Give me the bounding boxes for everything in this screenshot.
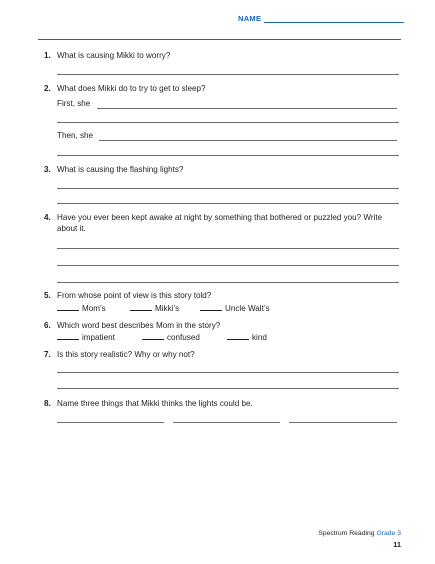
answer-line[interactable] [57,422,164,423]
answer-line[interactable] [57,203,399,204]
question-number: 4. [44,213,51,222]
name-field[interactable] [238,14,404,23]
answer-line[interactable] [173,422,280,423]
series-name: Spectrum Reading [318,530,375,537]
question-number: 2. [44,84,51,93]
question-text: What is causing Mikki to worry? [57,51,171,60]
choice-confused[interactable]: confused [142,332,200,343]
question-text: What is causing the flashing lights? [57,165,184,174]
answer-line[interactable] [97,108,397,109]
answer-line[interactable] [57,282,399,283]
answer-line[interactable] [57,74,399,75]
answer-line[interactable] [57,122,399,123]
question-text: What does Mikki do to try to get to sleep? [57,84,206,93]
choice-uncle-walt[interactable]: Uncle Walt’s [200,303,270,314]
question-text: Have you ever been kept awake at night by something that bothered or puzzled you? Write about it. [57,213,383,233]
first-she-label: First, she [57,99,91,108]
question-number: 6. [44,321,51,330]
answer-line[interactable] [289,422,397,423]
question-number: 3. [44,165,51,174]
name-label: NAME [238,14,262,23]
question-text: Is this story realistic? Why or why not? [57,350,195,359]
answer-line[interactable] [57,372,399,373]
footer-credit [318,530,401,537]
then-she-label: Then, she [57,131,93,140]
answer-line[interactable] [99,140,397,141]
grade-label: Grade 3 [376,530,401,537]
question-text: Name three things that Mikki thinks the lights could be. [57,399,253,408]
question-number: 1. [44,51,51,60]
choice-kind[interactable]: kind [227,332,267,343]
question-number: 7. [44,350,51,359]
choice-mikki[interactable]: Mikki’s [130,303,179,314]
top-rule [38,39,401,40]
answer-line[interactable] [57,265,399,266]
question-number: 5. [44,291,51,300]
answer-line[interactable] [57,155,399,156]
question-text: Which word best describes Mom in the story? [57,321,221,330]
choice-mom[interactable]: Mom’s [57,303,106,314]
answer-line[interactable] [57,188,399,189]
choice-impatient[interactable]: impatient [57,332,115,343]
question-number: 8. [44,399,51,408]
page-number: 11 [393,540,401,549]
name-line[interactable] [264,15,404,23]
question-text: From whose point of view is this story told? [57,291,212,300]
answer-line[interactable] [57,388,399,389]
answer-line[interactable] [57,248,399,249]
